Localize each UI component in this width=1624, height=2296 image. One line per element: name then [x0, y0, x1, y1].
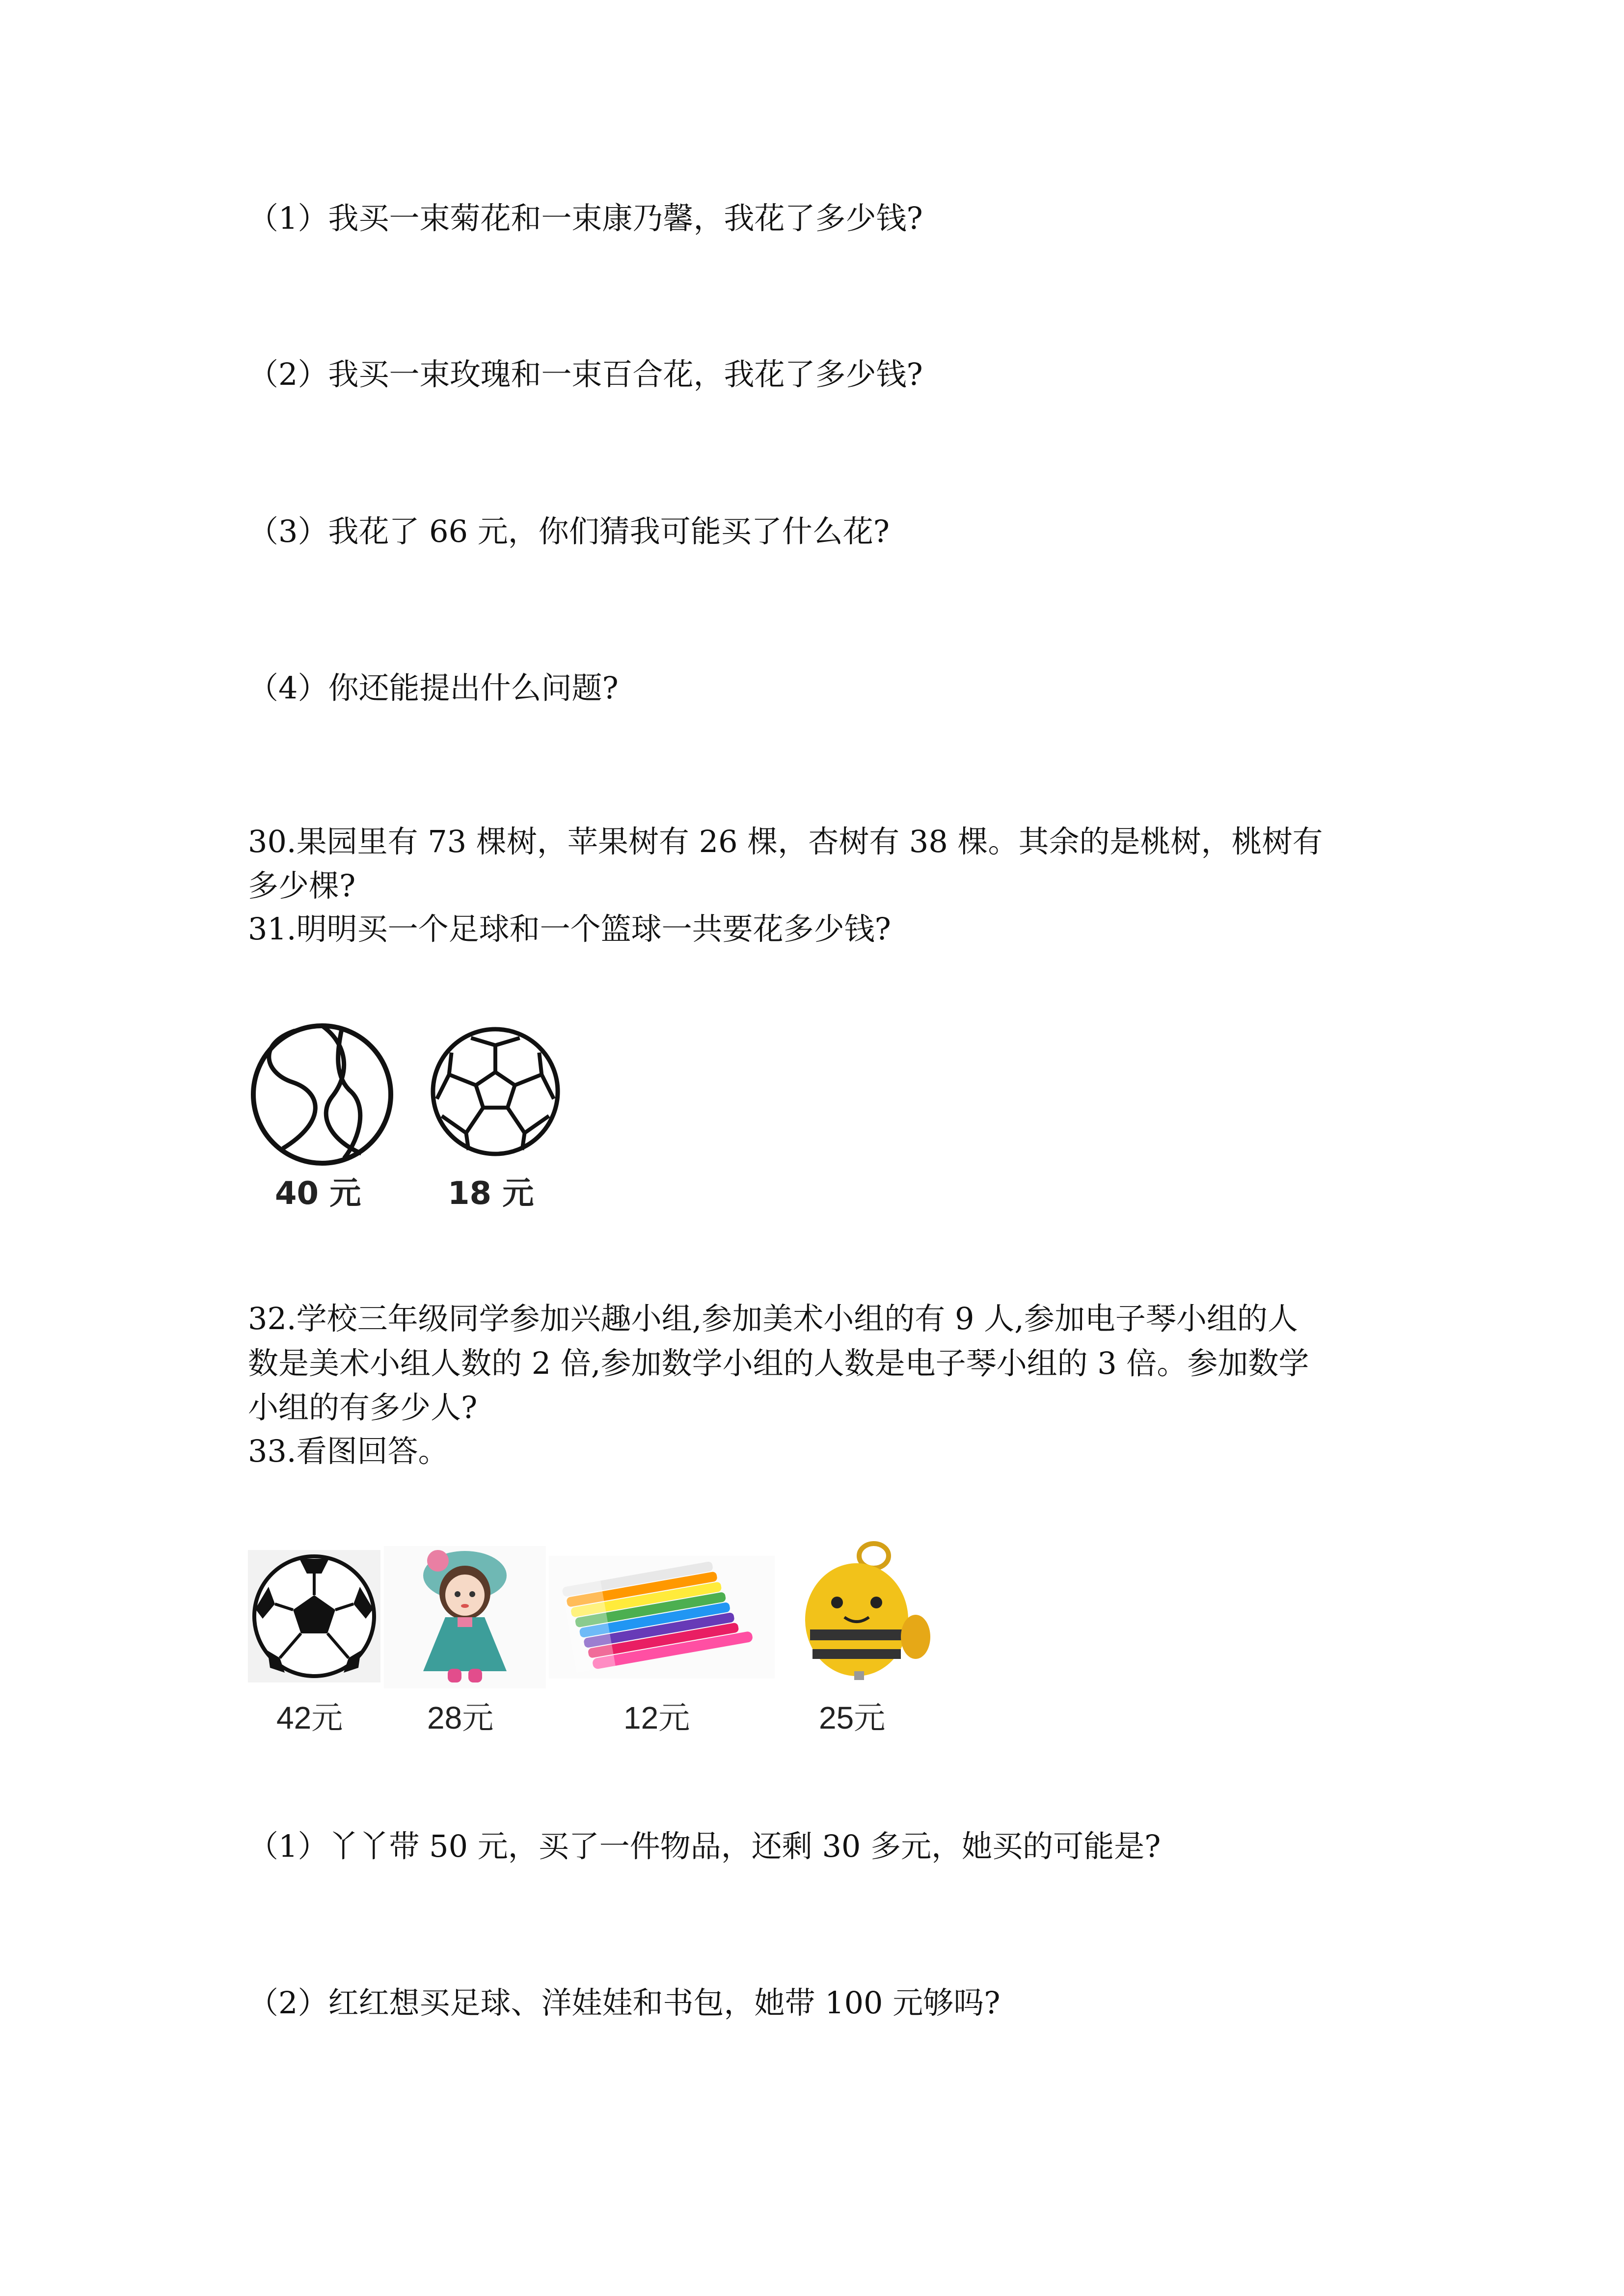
soccer-ball-icon — [248, 1550, 380, 1682]
markers-icon — [549, 1556, 775, 1679]
problem-32-line-2: 数是美术小组人数的 2 倍,参加数学小组的人数是电子琴小组的 3 倍。参加数学 — [248, 1345, 1309, 1381]
flower-question-4: （4）你还能提出什么问题? — [248, 670, 619, 706]
backpack-price: 25元 — [819, 1700, 886, 1735]
basketball-price: 40 元 — [275, 1175, 361, 1212]
basketball-icon — [248, 1023, 396, 1166]
flower-question-1: （1）我买一束菊花和一束康乃馨，我花了多少钱? — [248, 200, 923, 236]
problem-32-line-3: 小组的有多少人? — [248, 1389, 478, 1425]
doll-price: 28元 — [427, 1700, 494, 1735]
bee-backpack-icon — [781, 1539, 938, 1686]
problem-30-line-2: 多少棵? — [248, 868, 356, 904]
soccer-ball-price: 42元 — [276, 1700, 343, 1735]
problem-32-line-1: 32.学校三年级同学参加兴趣小组,参加美术小组的有 9 人,参加电子琴小组的人 — [248, 1301, 1298, 1336]
problem-30-line-1: 30.果园里有 73 棵树，苹果树有 26 棵，杏树有 38 棵。其余的是桃树，桃树有 — [248, 824, 1323, 859]
doll-icon — [384, 1546, 546, 1688]
flower-question-2: （2）我买一束玫瑰和一束百合花，我花了多少钱? — [248, 356, 923, 392]
problem-33-sub-question-2: （2）红红想买足球、洋娃娃和书包，她带 100 元够吗? — [248, 1985, 1001, 2021]
soccer-ball-price: 18 元 — [448, 1175, 534, 1212]
soccer-ball-icon — [430, 1026, 561, 1157]
markers-price: 12元 — [623, 1700, 690, 1735]
problem-31-question: 31.明明买一个足球和一个篮球一共要花多少钱? — [248, 911, 891, 947]
flower-question-3: （3）我花了 66 元，你们猜我可能买了什么花? — [248, 513, 890, 549]
problem-33-question: 33.看图回答。 — [248, 1433, 449, 1469]
problem-33-sub-question-1: （1）丫丫带 50 元，买了一件物品，还剩 30 多元，她买的可能是? — [248, 1828, 1161, 1864]
